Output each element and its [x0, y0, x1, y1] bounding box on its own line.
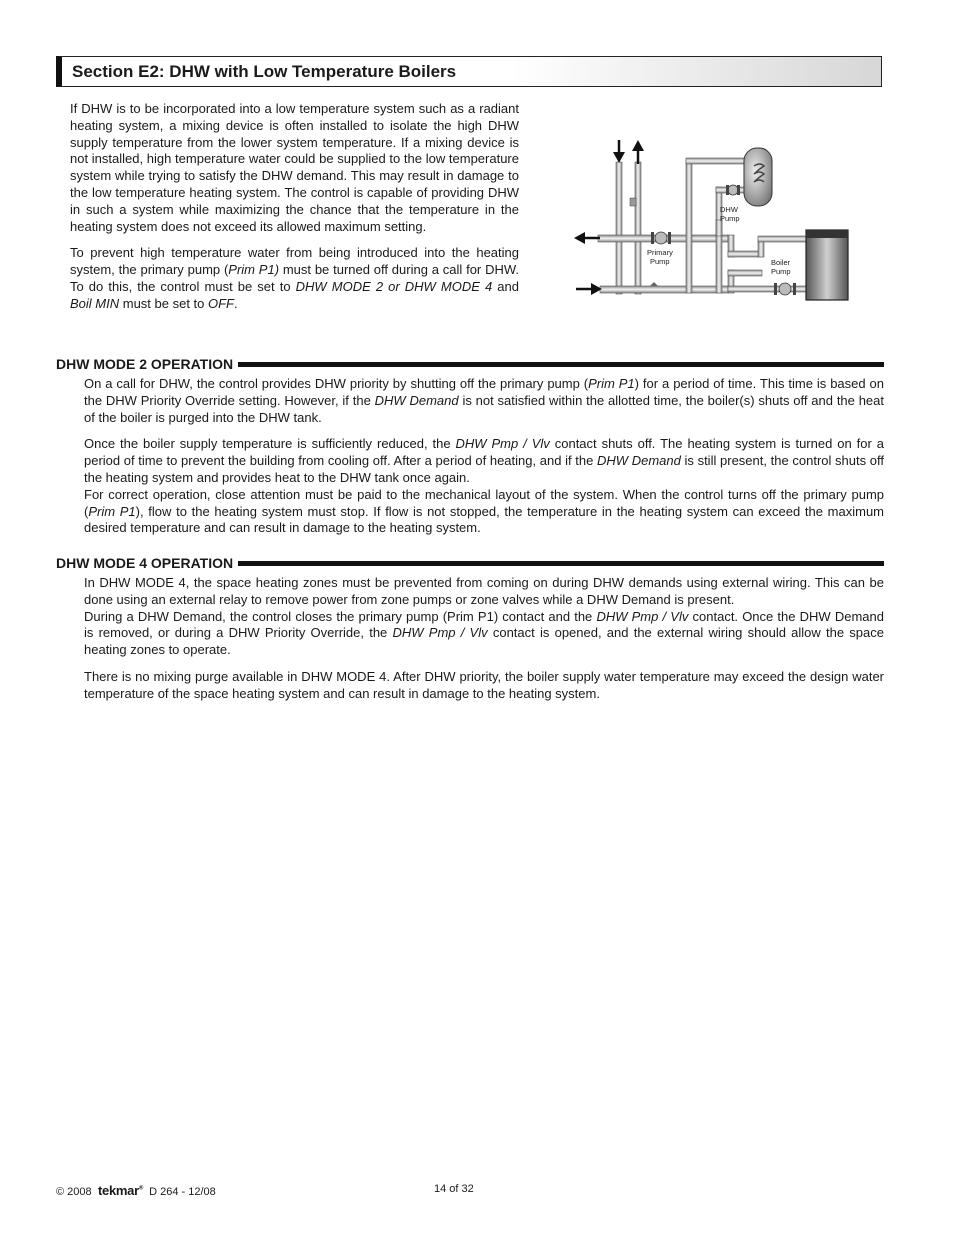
page-number: 14 of 32 [434, 1183, 474, 1195]
intro-text [70, 101, 519, 323]
dhw-pump-label-1: DHW [720, 205, 738, 214]
right-arrow-icon [576, 283, 602, 295]
dhw-tank [744, 148, 772, 206]
document-code: D 264 - 12/08 [149, 1186, 216, 1198]
mode2-paragraph-2: Once the boiler supply temperature is sufficiently reduced, the DHW Pmp / Vlv contact shuts off. The heating system is turned on for a period of time to prevent the building from cooling off. After a period of heating, and if the DHW Demand is still present, the control shuts off the heating system and provides heat to the DHW tank once again. [84, 436, 884, 485]
footer-left [56, 1183, 216, 1198]
boiler [806, 230, 848, 300]
primary-pump-label-2: Pump [650, 257, 670, 266]
heating-return-pipe [600, 286, 728, 293]
boiler-pump-label-2: Pump [771, 267, 791, 276]
check-valve-icon [650, 282, 658, 286]
mode2-heading [56, 356, 884, 374]
mode2-heading-label: DHW MODE 2 OPERATION [56, 356, 238, 372]
mode4-body [84, 575, 884, 703]
down-arrow-icon [613, 140, 625, 163]
intro-paragraph-1: If DHW is to be incorporated into a low temperature system such as a radiant heating system, a mixing device is often installed to isolate the high DHW supply temperature from the lower system temperature. If a mixing device is not installed, high temperature water could be supplied to the low temperature system while trying to satisfy the DHW demand. This may result in damage to the low temperature heating system. The control is capable of providing DHW in such a system while maximizing the chance that the temperature in the heating system does not exceed its allowed maximum setting. [70, 101, 519, 234]
section-title: Section E2: DHW with Low Temperature Boilers [72, 62, 457, 81]
boiler-pump-label-1: Boiler [771, 258, 791, 267]
up-arrow-icon [632, 140, 644, 164]
mode4-paragraph-3: There is no mixing purge available in DHW MODE 4. After DHW priority, the boiler supply water temperature may exceed the design water temperature of the space heating system and can result in damage to the heating system. [84, 668, 884, 701]
mode4-heading [56, 555, 884, 573]
section-header [56, 56, 882, 87]
left-arrow-icon [574, 232, 600, 244]
dhw-pump-icon [726, 185, 740, 195]
supply-riser [616, 162, 641, 294]
primary-pump-icon [651, 232, 671, 244]
mode4-heading-label: DHW MODE 4 OPERATION [56, 555, 238, 571]
brand-logo: tekmar® [98, 1183, 143, 1198]
copyright: © 2008 [56, 1186, 92, 1198]
mode2-body [84, 376, 884, 537]
intro-paragraph-2: To prevent high temperature water from being introduced into the heating system, the primary pump (Prim P1) must be turned off during a call for DHW. To do this, the control must be set to DHW MODE 2 or DHW MODE 4 and Boil MIN must be set to OFF. [70, 245, 520, 311]
mode2-paragraph-3: For correct operation, close attention must be paid to the mechanical layout of the system. When the control turns off the primary pump (Prim P1), flow to the heating system must stop. If flow is not stopped, the temperature in the heating system can exceed the maximum desired temperature and can result in damage to the heating system. [84, 486, 884, 536]
primary-loop-pipe [686, 160, 692, 293]
mode2-paragraph-1: On a call for DHW, the control provides DHW priority by shutting off the primary pump (Prim P1) for a period of time. This time is based on the DHW Priority Override setting. However, if the DHW Demand is not satisfied within the allotted time, the boiler(s) shuts off and the heat of the boiler is purged into the DHW tank. [84, 376, 885, 425]
boiler-supply-pipe [728, 251, 762, 257]
primary-pump-label-1: Primary [647, 248, 673, 257]
mode4-paragraph-1: In DHW MODE 4, the space heating zones must be prevented from coming on during DHW demands using external wiring. This can be done using an external relay to remove power from zone pumps or zone valves while a DHW Demand is present. [84, 575, 884, 607]
piping-diagram [568, 132, 858, 312]
dhw-pump-label-2: Pump [720, 214, 740, 223]
mode4-paragraph-2: During a DHW Demand, the control closes the primary pump (Prim P1) contact and the DHW Pmp / Vlv contact. Once the DHW Demand is removed, or during a DHW Priority Override, the DHW Pmp / Vlv contact is opened, and the external wiring should allow the space heating zones to operate. [84, 608, 884, 658]
